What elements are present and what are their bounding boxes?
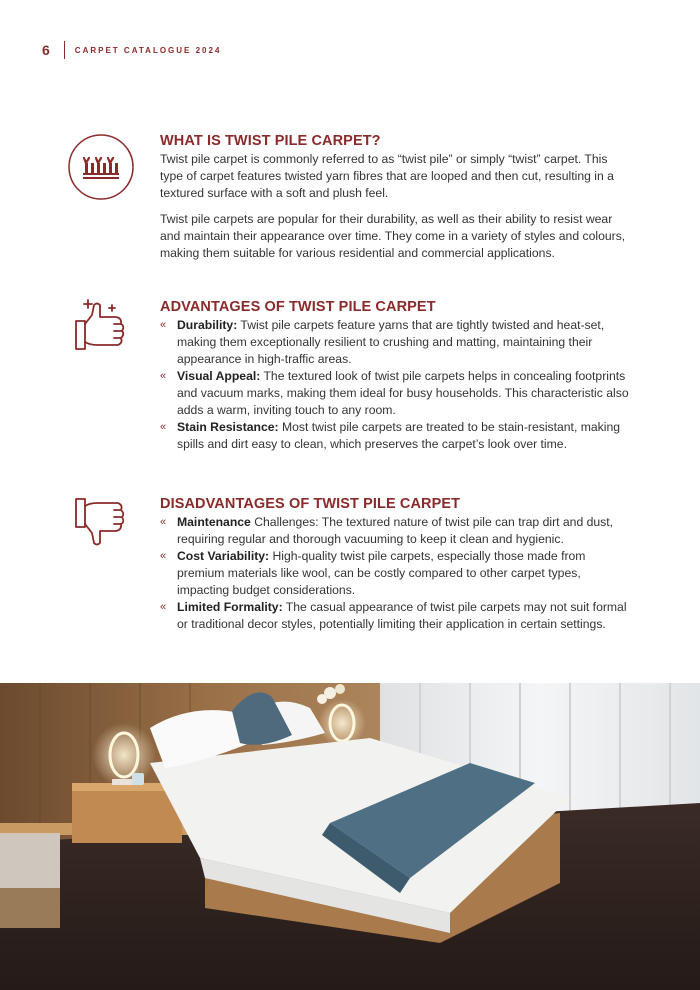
page-number: 6 <box>42 42 50 58</box>
disadvantage-term: Limited Formality: <box>177 600 283 614</box>
what-is-heading: WHAT IS TWIST PILE CARPET? <box>160 133 381 149</box>
bedroom-photo <box>0 683 700 990</box>
advantage-item-stain-resistance <box>160 419 630 453</box>
advantage-term: Durability: <box>177 318 238 332</box>
bullet-icon: « <box>160 550 167 562</box>
bullet-icon: « <box>160 421 167 433</box>
advantage-item-visual-appeal <box>160 368 630 419</box>
disadvantages-heading: DISADVANTAGES OF TWIST PILE CARPET <box>160 496 461 512</box>
disadvantage-item-limited-formality <box>160 599 630 633</box>
bullet-icon: « <box>160 601 167 613</box>
what-is-section <box>160 133 630 271</box>
disadvantage-term: Maintenance <box>177 515 251 529</box>
catalogue-title: CARPET CATALOGUE 2024 <box>74 45 222 55</box>
disadvantage-text: Challenges: The textured nature of twist pile can trap dirt and dust, requiring regular and thorough vacuuming to keep it clean and hygienic. <box>177 515 614 546</box>
disadvantage-term: Cost Variability: <box>177 549 270 563</box>
disadvantage-text: The casual appearance of twist pile carpets may not suit formal or traditional decor styles, potentially limiting their application in certain settings. <box>177 600 627 631</box>
advantage-term: Visual Appeal: <box>177 369 261 383</box>
page-header <box>42 40 221 60</box>
bullet-icon: « <box>160 516 167 528</box>
bullet-icon: « <box>160 319 167 331</box>
advantage-text: Most twist pile carpets are treated to be stain-resistant, making spills and dirt easy to clean, which preserves the carpet’s look over time. <box>177 420 621 451</box>
disadvantages-list <box>160 514 630 633</box>
header-divider <box>64 41 65 59</box>
disadvantage-text: High-quality twist pile carpets, especially those made from premium materials like wool, can be costly compared to other carpet types, impacting budget considerations. <box>177 549 586 597</box>
disadvantage-item-maintenance <box>160 514 630 548</box>
thumbs-down-icon <box>72 495 128 551</box>
thumbs-up-sparkle-icon <box>72 297 128 353</box>
advantage-term: Stain Resistance: <box>177 420 279 434</box>
advantage-text: The textured look of twist pile carpets helps in concealing footprints and vacuum marks, making them ideal for busy households. This characteristic also adds a warm, inviting touch to any room. <box>177 369 629 417</box>
advantages-heading: ADVANTAGES OF TWIST PILE CARPET <box>160 299 436 315</box>
disadvantages-section <box>160 496 630 633</box>
advantage-text: Twist pile carpets feature yarns that are tightly twisted and heat-set, making them exceptionally resilient to crushing and matting, maintaining their appearance in high-traffic areas. <box>177 318 605 366</box>
bullet-icon: « <box>160 370 167 382</box>
carpet-pile-icon <box>67 133 135 201</box>
disadvantage-item-cost-variability <box>160 548 630 599</box>
what-is-paragraph-1: Twist pile carpet is commonly referred to as “twist pile” or simply “twist” carpet. This type of carpet features twisted yarn fibres that are looped and then cut, resulting in a textured surface with a soft and plush feel. <box>160 152 614 200</box>
advantages-list <box>160 317 630 453</box>
what-is-paragraph-2: Twist pile carpets are popular for their durability, as well as their ability to resist wear and maintain their appearance over time. They come in a variety of styles and colours, making them suitable for various residential and commercial applications. <box>160 212 626 260</box>
advantage-item-durability <box>160 317 630 368</box>
advantages-section <box>160 299 630 453</box>
